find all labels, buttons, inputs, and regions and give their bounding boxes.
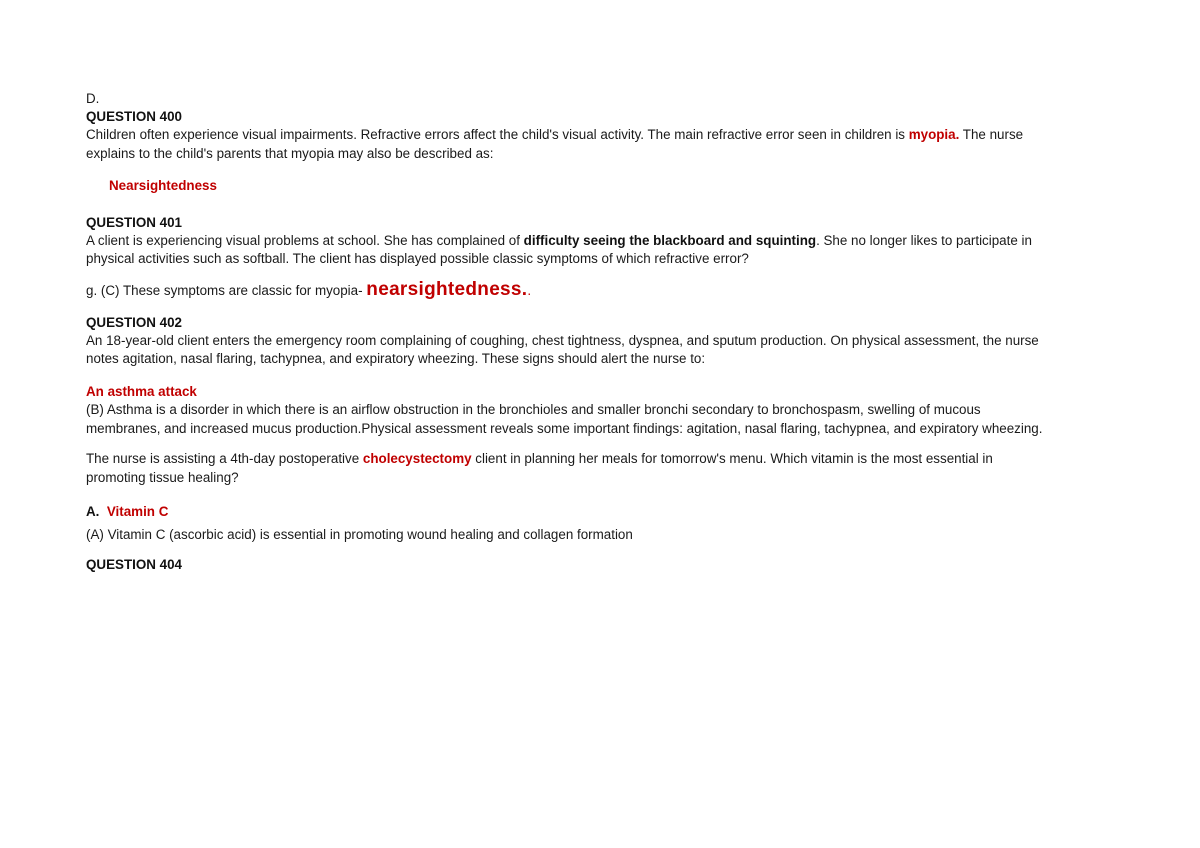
question-403-answer-text: Vitamin C: [106, 504, 169, 519]
question-401-answer-prefix: g. (C) These symptoms are classic for myopia-: [86, 282, 367, 298]
question-400-answer: Nearsightedness: [109, 178, 217, 193]
question-403-text-start: The nurse is assisting a 4th-day postoperative: [86, 451, 363, 466]
question-401-text: [86, 232, 1116, 269]
question-401-bold-phrase: difficulty seeing the blackboard and squinting: [523, 232, 817, 248]
question-400-text: [86, 126, 1116, 163]
question-402-text-line1: An 18-year-old client enters the emergency room complaining of coughing, chest tightness, dyspnea, and sputum production. On physical assessment, the nurse: [86, 332, 1039, 348]
question-401-text-start: A client is experiencing visual problems at school. She has complained of: [86, 232, 524, 248]
question-402-title: QUESTION 402: [86, 314, 182, 330]
top-letter: D.: [86, 91, 100, 106]
question-403-text-line2: promoting tissue healing?: [86, 469, 239, 485]
question-403-text: [86, 450, 1116, 487]
question-402-answer: An asthma attack: [86, 383, 197, 399]
question-401-answer: [86, 277, 1116, 304]
question-404-title: QUESTION 404: [86, 557, 182, 572]
question-400-text-start: Children often experience visual impairments. Refractive errors affect the child's visual activity. The main refractive error seen in children is: [86, 127, 909, 142]
question-402-rationale-line1: (B) Asthma is a disorder in which there is an airflow obstruction in the bronchioles and smaller bronchi secondary to bronchospasm, swelling of mucous: [86, 402, 981, 417]
question-401-title: QUESTION 401: [86, 214, 182, 230]
question-403-highlight: cholecystectomy: [362, 451, 472, 466]
question-400-highlight: myopia.: [908, 127, 960, 142]
question-402-text: [86, 332, 1116, 369]
question-401-text-line2: physical activities such as softball. The client has displayed possible classic symptoms of which refractive error?: [86, 251, 749, 266]
question-401-answer-big: nearsightedness.: [366, 278, 528, 300]
question-403-text-end: client in planning her meals for tomorrow's menu. Which vitamin is the most essential in: [471, 451, 993, 466]
question-401-answer-suffix: .: [527, 282, 532, 298]
document-content: [86, 90, 1116, 574]
question-402-text-line2: notes agitation, nasal flaring, tachypnea, and expiratory wheezing. These signs should alert the nurse to:: [86, 351, 706, 366]
question-403-answer-letter: A.: [86, 504, 100, 519]
question-403-answer: [86, 503, 1116, 522]
question-401-text-end: . She no longer likes to participate in: [816, 232, 1032, 248]
question-402-rationale-line2: membranes, and increased mucus production.Physical assessment reveals some important findings: agitation, nasal flaring, tachypnea, and expiratory wheezing.: [86, 420, 1043, 436]
question-402-rationale: [86, 401, 1116, 438]
question-400-text-end: The nurse: [959, 127, 1024, 142]
question-400-text-line2: explains to the child's parents that myopia may also be described as:: [86, 145, 494, 161]
question-403-rationale: (A) Vitamin C (ascorbic acid) is essential in promoting wound healing and collagen formation: [86, 526, 633, 542]
question-400-title: QUESTION 400: [86, 109, 182, 124]
